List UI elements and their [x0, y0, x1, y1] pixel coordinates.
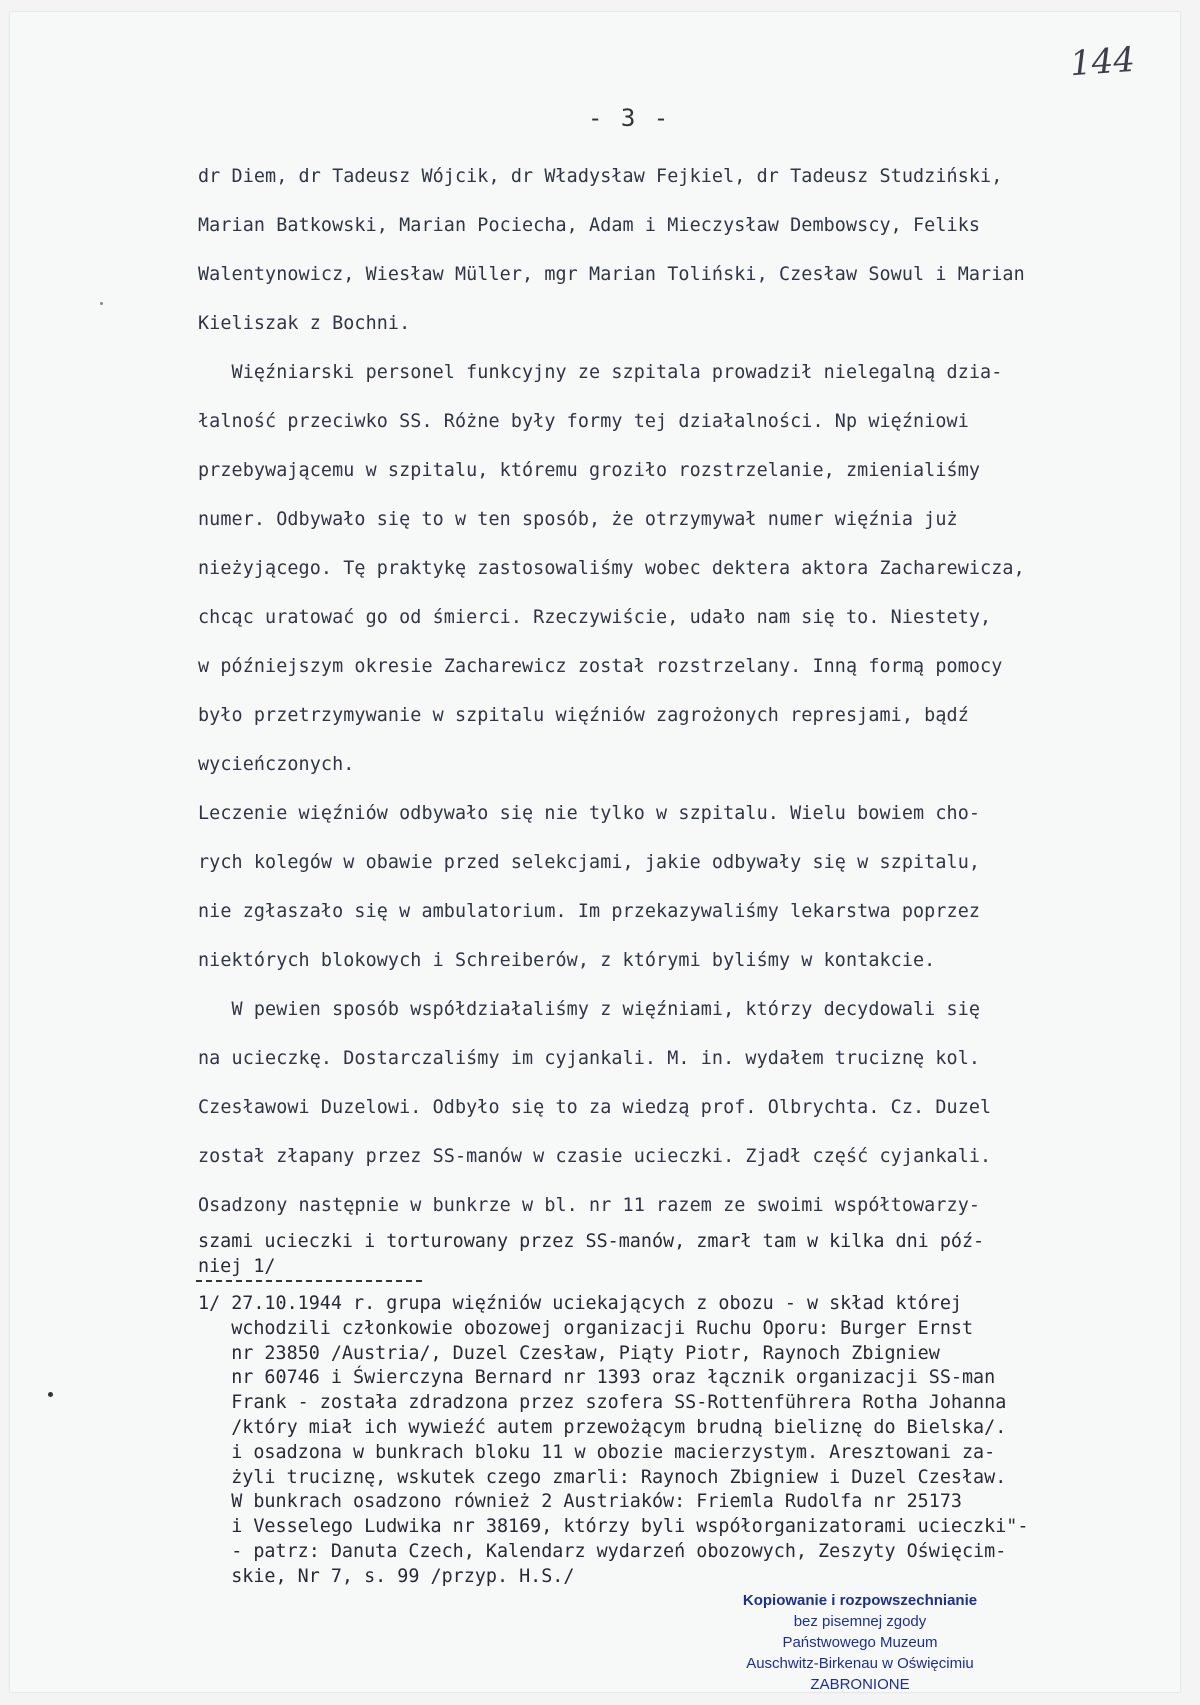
stamp-line: bez pisemnej zgody [793, 1613, 927, 1630]
footnote-line: /który miał ich wywieźć autem przewożącym brudną bieliznę do Bielska/. [198, 1416, 1007, 1438]
body-line: łalność przeciwko SS. Różne były formy tej działalności. Np więźniowi [198, 411, 969, 432]
body-line: przebywającemu w szpitalu, któremu groziło rozstrzelanie, zmienialiśmy [198, 460, 981, 481]
body-line: dr Diem, dr Tadeusz Wójcik, dr Władysław Fejkiel, dr Tadeusz Studziński, [198, 166, 1003, 187]
footnote-line: 1/ 27.10.1944 r. grupa więźniów uciekających z obozu - w skład której [198, 1293, 962, 1314]
body-tail [198, 1230, 1158, 1280]
body-line: chcąc uratować go od śmierci. Rzeczywiście, udało nam się to. Niestety, [198, 607, 992, 628]
body-line: wycieńczonych. [198, 754, 355, 775]
footnote-line: żyli truciznę, wskutek czego zmarli: Raynoch Zbigniew i Duzel Czesław. [198, 1466, 1007, 1488]
body-line: było przetrzymywanie w szpitalu więźniów zagrożonych represjami, bądź [198, 705, 969, 726]
body-line: Osadzony następnie w bunkrze w bl. nr 11 razem ze swoimi współtowarzy- [198, 1195, 981, 1216]
stamp-line: ZABRONIONE [810, 1676, 910, 1693]
footnote-line: i Vesselego Ludwika nr 38169, którzy byli współorganizatorami ucieczki"- [198, 1516, 1029, 1538]
scan-speck [100, 302, 103, 305]
footnote-line: i osadzona w bunkrach bloku 11 w obozie macierzystym. Aresztowani za- [198, 1441, 996, 1463]
body-line: Walentynowicz, Wiesław Müller, mgr Marian Toliński, Czesław Sowul i Marian [198, 264, 1025, 285]
document-page [10, 12, 1180, 1692]
handwritten-page-number: 144 [1068, 39, 1137, 85]
footnote-line: Frank - została zdradzona przez szofera SS-Rottenführera Rotha Johanna [198, 1392, 1007, 1414]
body-line: na ucieczkę. Dostarczaliśmy im cyjankali. M. in. wydałem truciznę kol. [198, 1048, 981, 1069]
footnote [198, 1292, 1158, 1590]
stamp-line: Auschwitz-Birkenau w Oświęcimiu [746, 1655, 974, 1672]
stamp-line: Kopiowanie i rozpowszechnianie [742, 1592, 978, 1609]
body-line: Leczenie więźniów odbywało się nie tylko w szpitalu. Wielu bowiem cho- [198, 803, 981, 824]
body-line: Marian Batkowski, Marian Pociecha, Adam i Mieczysław Dembowscy, Feliks [198, 215, 981, 236]
body-line: rych kolegów w obawie przed selekcjami, jakie odbywały się w szpitalu, [198, 852, 981, 873]
footnote-line: - patrz: Danuta Czech, Kalendarz wydarzeń obozowych, Zeszyty Oświęcim- [198, 1540, 1007, 1562]
footnote-line: skie, Nr 7, s. 99 /przyp. H.S./ [198, 1565, 575, 1587]
body-line: w późniejszym okresie Zacharewicz został rozstrzelany. Inną formą pomocy [198, 656, 1003, 677]
body-line: został złapany przez SS-manów w czasie ucieczki. Zjadł część cyjankali. [198, 1146, 992, 1167]
footnote-line: nr 60746 i Świerczyna Bernard nr 1393 oraz łącznik organizacji SS-man [198, 1367, 996, 1389]
body-line: nieżyjącego. Tę praktykę zastosowaliśmy wobec dektera aktora Zacharewicza, [198, 558, 1025, 579]
footnote-separator [196, 1280, 422, 1282]
body-line: Czesławowi Duzelowi. Odbyło się to za wiedzą prof. Olbrychta. Cz. Duzel [198, 1097, 992, 1118]
footnote-line: wchodzili członkowie obozowej organizacji Ruchu Oporu: Burger Ernst [198, 1317, 974, 1339]
scan-speck [48, 1392, 53, 1397]
body-line: Kieliszak z Bochni. [198, 313, 411, 334]
body-text [198, 152, 1158, 1230]
footnote-line: W bunkrach osadzono również 2 Austriaków: Friemla Rudolfa nr 25173 [198, 1491, 962, 1513]
body-line: niektórych blokowych i Schreiberów, z którymi byliśmy w kontakcie. [198, 950, 936, 971]
body-line: niej 1/ [198, 1255, 276, 1277]
body-line: nie zgłaszało się w ambulatorium. Im przekazywaliśmy lekarstwa poprzez [198, 901, 981, 922]
copyright-stamp [690, 1590, 1030, 1695]
page-number: - 3 - [588, 104, 671, 132]
body-line: Więźniarski personel funkcyjny ze szpitala prowadził nielegalną dzia- [198, 362, 1003, 383]
body-line: W pewien sposób współdziałaliśmy z więźniami, którzy decydowali się [198, 999, 981, 1020]
stamp-line: Państwowego Muzeum [782, 1634, 938, 1651]
footnote-line: nr 23850 /Austria/, Duzel Czesław, Piąty Piotr, Raynoch Zbigniew [198, 1342, 940, 1364]
body-line: szami ucieczki i torturowany przez SS-manów, zmarł tam w kilka dni póź- [198, 1231, 985, 1252]
body-line: numer. Odbywało się to w ten sposób, że otrzymywał numer więźnia już [198, 509, 958, 530]
